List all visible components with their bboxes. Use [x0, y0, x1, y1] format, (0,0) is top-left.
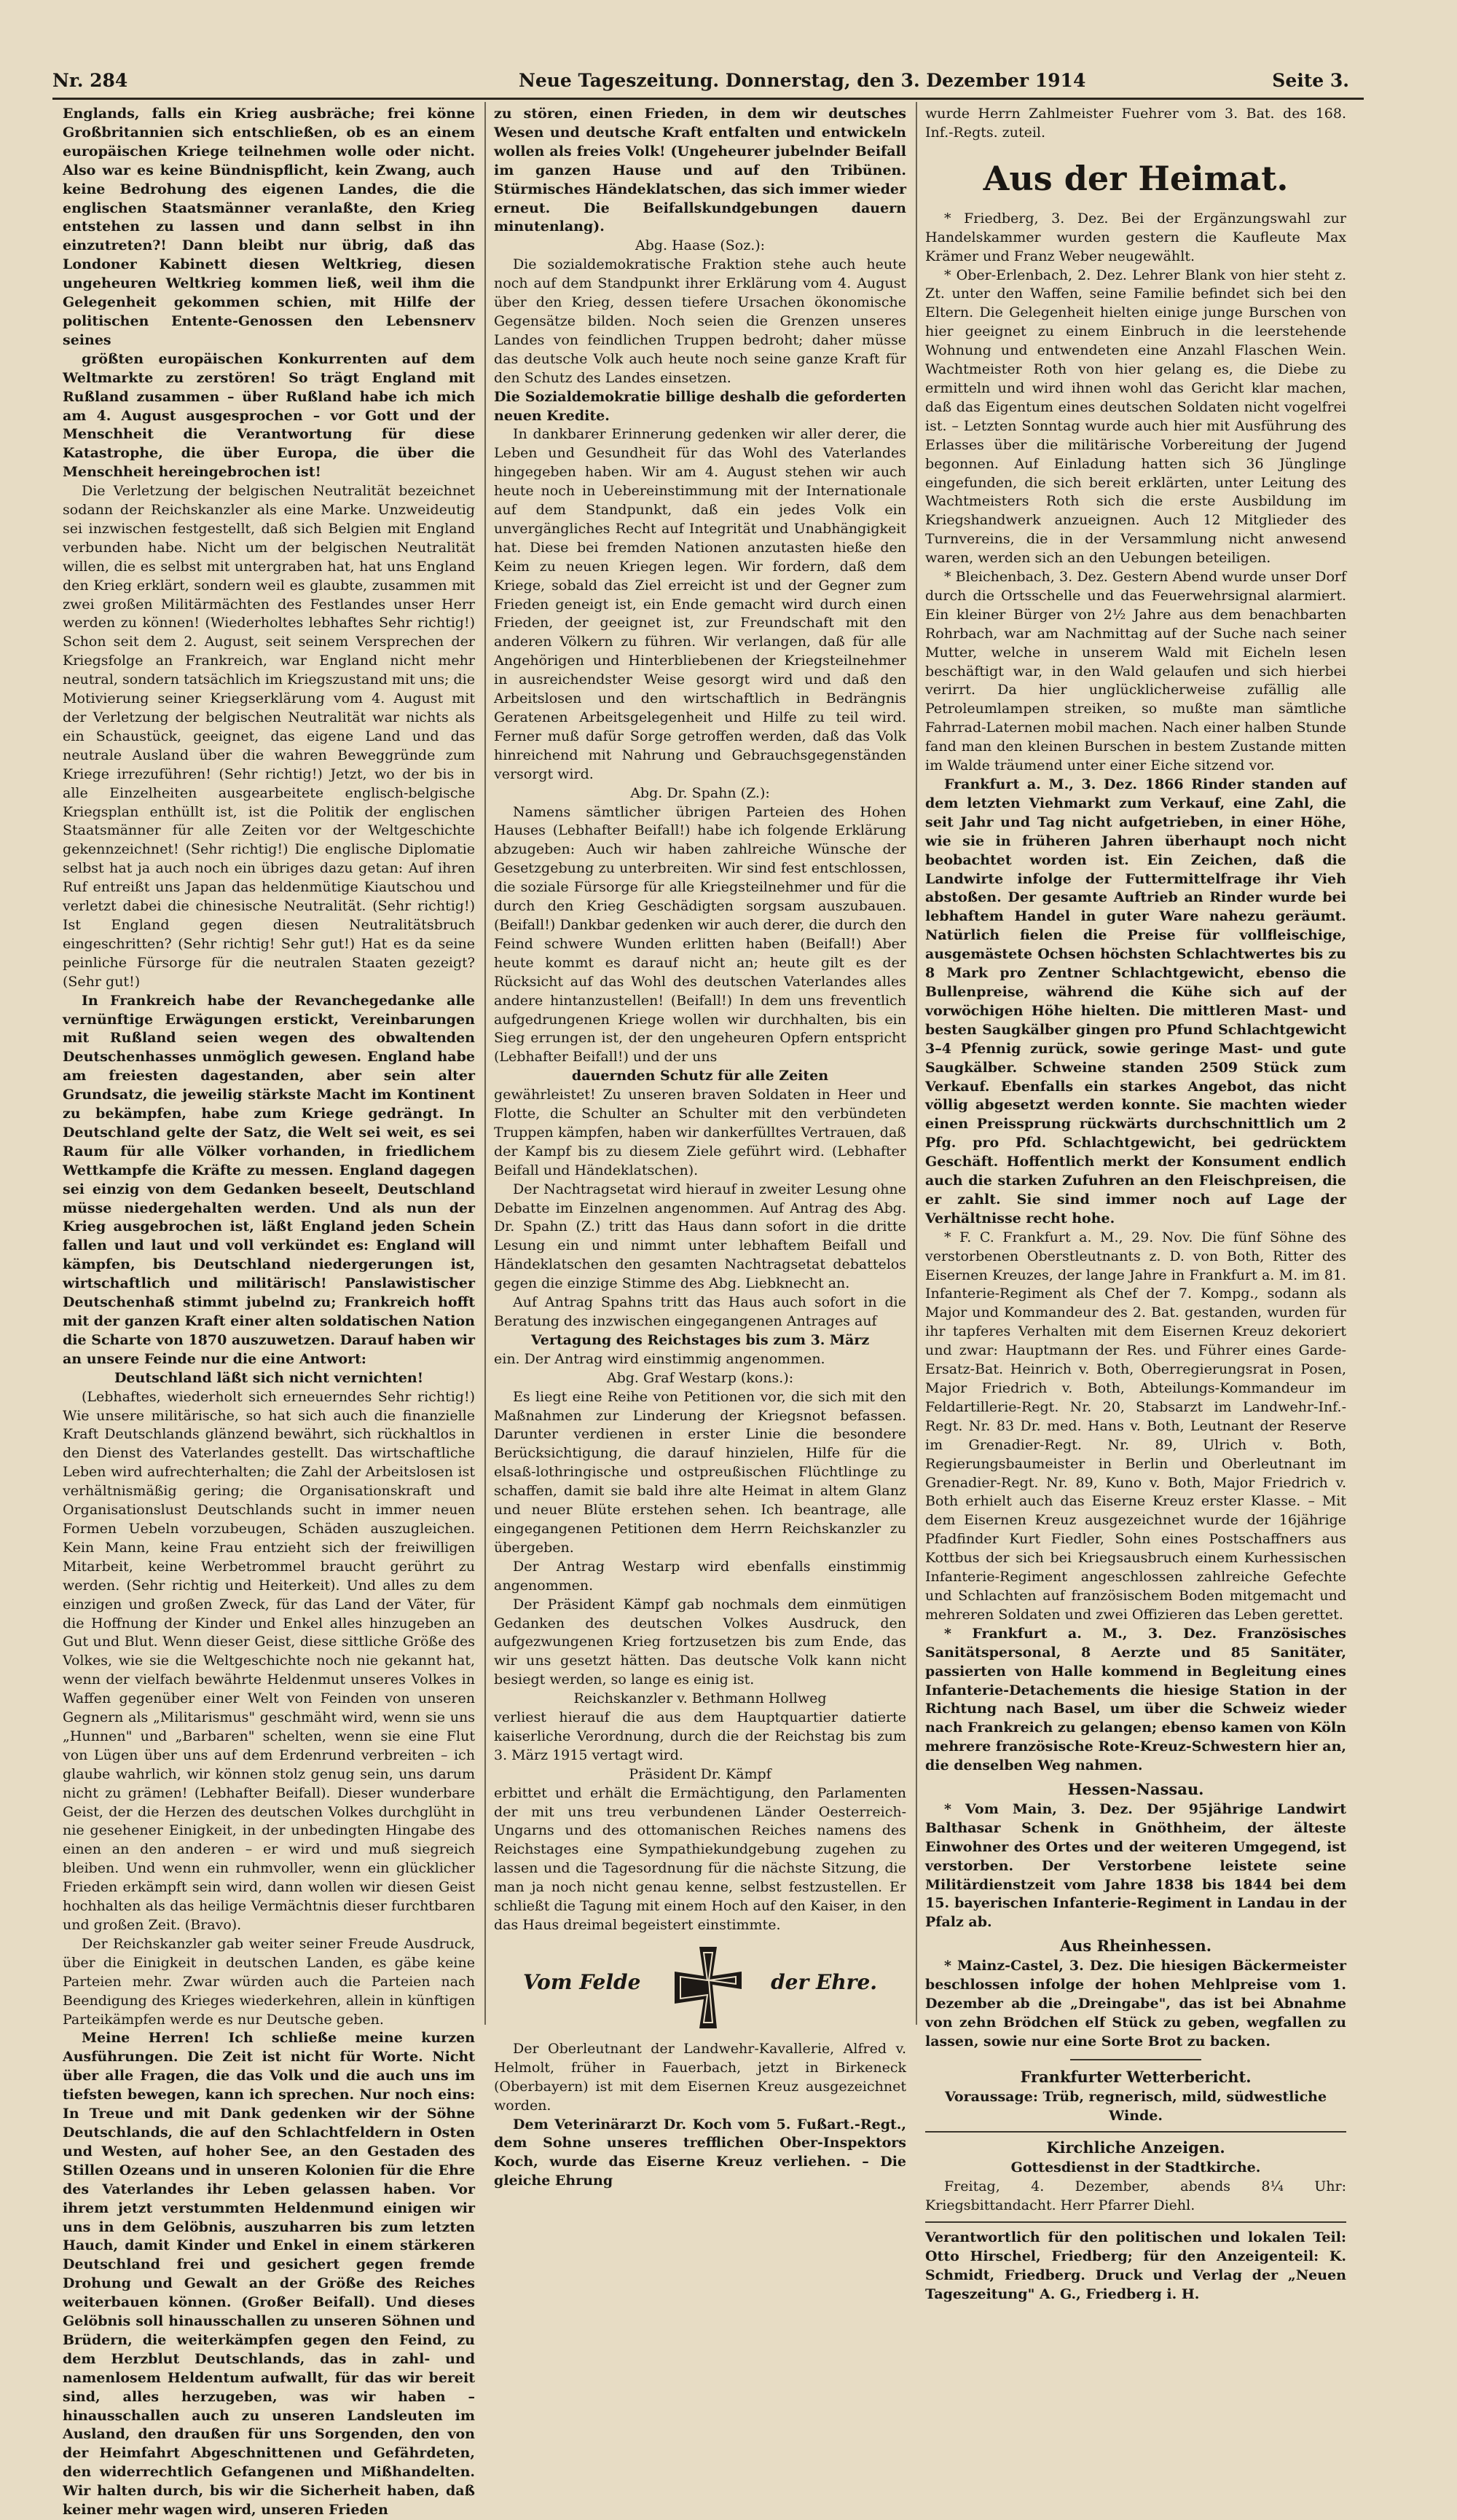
- article-paragraph: Die sozialdemokratische Fraktion stehe auch heute noch auf dem Standpunkt ihrer Erklärung vom 4. August über den Krieg, dessen tiefere Ursachen ökonomische Gegensätze bilden. Noch seien die Grenzen unseres Landes von feindlichen Truppen bedroht; daher müsse das deutsche Volk auch heute noch seine ganze Kraft für den Schutz des Landes einsetzen.: [494, 256, 906, 386]
- article-paragraph: Der Reichskanzler gab weiter seiner Freude Ausdruck, über die Einigkeit in deutschen Landen, es gäbe keine Parteien mehr. Zwar würden auch die Parteien nach Beendigung des Krieges wiederkehren, allein in künftigen Parteikämpfen werde es nur Deutsche geben.: [63, 1935, 475, 2028]
- article-paragraph: Meine Herren! Ich schließe meine kurzen Ausführungen. Die Zeit ist nicht für Worte. Nicht über alle Fragen, die das Volk und die auch uns im tiefsten bewegen, kann ich sprechen. Nur noch eins: In Treue und mit Dank gedenken wir der Söhne Deutschlands, die auf den Schlachtfeldern in Osten und Westen, auf hoher See, an den Gestaden des Stillen Ozeans und in unseren Kolonien für die Ehre des Vaterlandes ihr Leben gelassen haben. Vor ihrem jetzt verstummten Heldenmund einigen wir uns in dem Gelöbnis, auszuharren bis zum letzten Hauch, damit Kinder und Enkel in einem stärkeren Deutschland frei und gesichert gegen fremde Drohung und Gewalt an der Größe des Reiches weiterbauen können. (Großer Beifall). Und dieses Gelöbnis soll hinausschallen zu unseren Söhnen und Brüdern, die weiterkämpfen gegen den Feind, zu dem Herzblut Deutschlands, das in zahl- und namenlosem Heldentum aufwallt, für das wir bereit sind, alles herzugeben, was wir haben – hinausschallen auch zu unseren Landsleuten im Ausland, den draußen für uns Sorgenden, den von der Heimfahrt Abgeschnittenen und Gefährdeten, den widerrechtlich Gefangenen und Mißhandelten. Wir halten durch, bis wir die Sicherheit haben, daß keiner mehr wagen wird, unseren Frieden: [63, 2030, 475, 2519]
- article-paragraph: Dem Veterinärarzt Dr. Koch vom 5. Fußart.-Regt., dem Sohne unseres trefflichen Ober-Inspektors Koch, wurde das Eiserne Kreuz verliehen. – Die gleiche Ehrung: [494, 2116, 906, 2189]
- speaker-name: Abg. Haase (Soz.):: [635, 237, 766, 254]
- column-2: [494, 105, 906, 2189]
- news-item: * Friedberg, 3. Dez. Bei der Ergänzungswahl zur Handelskammer wurden gestern die Kaufleute Max Krämer und Franz Weber neugewählt.: [925, 210, 1346, 264]
- weather-forecast: Voraussage: Trüb, regnerisch, mild, südwestliche Winde.: [944, 2088, 1327, 2124]
- article-paragraph: Namens sämtlicher übrigen Parteien des Hohen Hauses (Lebhafter Beifall!) habe ich folgende Erklärung abzugeben: Auch wir haben zahlreiche Wünsche der Gesetzgebung zu unterbreiten. Wir sind fest entschlossen, die soziale Fürsorge für alle Kriegsteilnehmer und für die durch den Krieg Geschädigten sorgsam auszubauen. (Beifall!) Dankbar gedenken wir auch derer, die durch den Feind schwere Wunden erlitten haben (Beifall!) Aber heute kommt es darauf nicht an; heute gilt es der Rücksicht auf das Wohl des deutschen Vaterlandes alles andere hintanzustellen! (Beifall!) In dem uns freventlich aufgedrungenen Kriege wollen wir durchhalten, bis ein Sieg errungen ist, der den ungeheuren Opfern entspricht (Lebhafter Beifall!) und der uns: [494, 803, 906, 1066]
- speaker-name: Abg. Dr. Spahn (Z.):: [630, 784, 770, 801]
- church-notice: Freitag, 4. Dezember, abends 8¼ Uhr: Kriegsbittandacht. Herr Pfarrer Diehl.: [925, 2178, 1346, 2214]
- article-paragraph: Englands, falls ein Krieg ausbräche; frei könne Großbritannien sich entschließen, ob es an einem europäischen Kriege teilnehmen wolle oder nicht. Also war es keine Bündnispflicht, kein Zwang, auch keine Bedrohung des eigenen Landes, die die englischen Staatsmänner veranlaßte, den Krieg entstehen zu lassen und dann selbst in ihn einzutreten?! Dann bleibt nur übrig, daß das Londoner Kabinett diesen Weltkrieg, diesen ungeheuren Weltkrieg kommen ließ, weil ihm die Gelegenheit gekommen schien, mit Hilfe der politischen Entente-Genossen den Lebensnerv seines: [63, 106, 475, 348]
- section-heading: Aus der Heimat.: [983, 158, 1289, 198]
- honor-heading-left: Vom Felde: [523, 1969, 641, 1994]
- masthead-line: Neue Tageszeitung. Donnerstag, den 3. Dezember 1914: [519, 70, 1086, 91]
- church-subheading: Gottesdienst in der Stadtkirche.: [1010, 2159, 1261, 2176]
- honor-section-header: [494, 1944, 906, 2031]
- news-item: Frankfurt a. M., 3. Dez. 1866 Rinder standen auf dem letzten Viehmarkt zum Verkauf, eine Zahl, die seit Jahr und Tag nicht aufgetrieben, in einer Höhe, wie sie in früheren Jahren überhaupt noch nicht beobachtet worden ist. Ein Zeichen, daß die Landwirte infolge der Futtermittelfrage ihr Vieh abstoßen. Der gesamte Auftrieb an Rinder wurde bei lebhaftem Handel in guter Ware nahezu geräumt. Natürlich fielen die Preise für vollfleischige, ausgemästete Ochsen höchsten Schlachtwertes bis zu 8 Mark pro Zentner Schlachtgewicht, ebenso die Bullenpreise, während die Kühe sich auf der vorwöchigen Höhe hielten. Die mittleren Mast- und besten Saugkälber gingen pro Pfund Schlachtgewicht 3–4 Pfennig zurück, sowie geringe Mast- und gute Saugkälber. Schweine standen 2509 Stück zum Verkauf. Ebenfalls ein starkes Angebot, das nicht völlig abgesetzt werden konnte. Sie machten wieder einen Preissprung rückwärts durchschnittlich um 2 Pfg. pro Pfd. Schlachtgewicht, bei gedrücktem Geschäft. Hoffentlich merkt der Konsument endlich auch die starken Zufuhren an den Fleischpreisen, die er zahlt. Sie sind immer noch auf Lage der Verhältnisse recht hohe.: [925, 776, 1346, 1226]
- article-paragraph: Es liegt eine Reihe von Petitionen vor, die sich mit den Maßnahmen zur Linderung der Kriegsnot befassen. Darunter verdienen in erster Linie die besondere Berücksichtigung, die darauf hinzielen, Hilfe für die elsaß-lothringische und ostpreußischen Flüchtlinge zu schaffen, damit sie bald ihre alte Heimat in altem Glanz und neuer Blüte erstehen sehen. Ich beantrage, alle eingegangenen Petitionen dem Herrn Reichskanzler zu übergeben.: [494, 1388, 906, 1556]
- article-paragraph: Die Verletzung der belgischen Neutralität bezeichnet sodann der Reichskanzler als eine Marke. Unzweideutig sei inzwischen festgestellt, daß sich Belgien mit England verbunden habe. Nicht um der belgischen Neutralität willen, die es selbst mit untergraben hat, hat uns England den Krieg erklärt, sondern weil es glaubte, zusammen mit zwei großen Militärmächten des Festlandes unser Herr werden zu können! (Wiederholtes lebhaftes Sehr richtig!) Schon seit dem 2. August, seit seinem Versprechen der Kriegsfolge an Frankreich, war England nicht mehr neutral, sondern tatsächlich im Kriegszustand mit uns; die Motivierung seiner Kriegserklärung vom 4. August mit der Verletzung der belgischen Neutralität war nichts als ein Schaustück, geeignet, das eigene Land und das neutrale Ausland über die wahren Beweggründe zum Kriege irrezuführen! (Sehr richtig!) Jetzt, wo der bis in alle Einzelheiten ausgearbeitete englisch-belgische Kriegsplan enthüllt ist, ist die Politik der englischen Staatsmänner für alle Zeiten vor der Weltgeschichte gekennzeichnet! (Sehr richtig!) Die englische Diplomatie selbst hat ja auch noch ein übriges dazu getan: Auf ihren Ruf entreißt uns Japan das heldenmütige Kiautschou und verletzt dabei die chinesische Neutralität. (Sehr richtig!) Ist England gegen diesen Neutralitätsbruch eingeschritten? (Sehr richtig! Sehr gut!) Hat es da seine peinliche Fürsorge für die neutralen Staaten gezeigt? (Sehr gut!): [63, 483, 475, 990]
- column-divider: [916, 102, 917, 2025]
- issue-number: Nr. 284: [52, 70, 128, 91]
- article-paragraph: Der Präsident Kämpf gab nochmals dem einmütigen Gedanken des deutschen Volkes Ausdruck, den aufgezwungenen Krieg fortzusetzen bis zum Ende, das wir uns gesetzt hätten. Das deutsche Volk kann nicht besiegt werden, so lange es einig ist.: [494, 1596, 906, 1688]
- article-paragraph: ein. Der Antrag wird einstimmig angenommen.: [494, 1350, 825, 1367]
- article-paragraph: wurde Herrn Zahlmeister Fuehrer vom 3. Bat. des 168. Inf.-Regts. zuteil.: [925, 106, 1346, 141]
- column-3: [925, 105, 1346, 2302]
- header-rule: [52, 98, 1364, 100]
- article-paragraph: Die Sozialdemokratie billige deshalb die geforderten neuen Kredite.: [494, 388, 906, 424]
- news-item: * Mainz-Castel, 3. Dez. Die hiesigen Bäckermeister beschlossen infolge der hohen Mehlpreise vom 1. Dezember ab die „Dreingabe", das ist bei Abnahme von zehn Brödchen elf Stück zu geben, wegfallen zu lassen, sowie nur eine Sorte Brot zu backen.: [925, 1958, 1346, 2050]
- page-header: [52, 70, 1349, 95]
- article-paragraph: Der Antrag Westarp wird ebenfalls einstimmig angenommen.: [494, 1558, 906, 1594]
- honor-heading-right: der Ehre.: [771, 1969, 877, 1994]
- article-paragraph: (Lebhaftes, wiederholt sich erneuerndes Sehr richtig!) Wie unsere militärische, so hat sich auch die finanzielle Kraft Deutschlands glänzend bewährt, sich rückhaltlos in den Dienst des Vaterlandes gestellt. Das wirtschaftliche Leben wird aufrechterhalten; die Zahl der Arbeitslosen ist verhältnismäßig gering; die Organisationskraft und Organisationslust Deutschlands sucht in immer neuen Formen Uebeln vorzubeugen, Schäden auszugleichen. Kein Mann, keine Frau entzieht sich der freiwilligen Mitarbeit, keine Werbetrommel braucht gerührt zu werden. (Sehr richtig und Heiterkeit). Und alles zu dem einzigen und großen Zweck, für das Land der Väter, für die Hoffnung der Kinder und Enkel alles hinzugeben an Gut und Blut. Wenn dieser Geist, diese sittliche Größe des Volkes, wie sie die Weltgeschichte noch nie gekannt hat, wenn der vielfach bewährte Heldenmut unseres Volkes in Waffen gegenüber einer Welt von Feinden von unseren Gegnern als „Militarismus" geschmäht wird, wenn sie uns „Hunnen" und „Barbaren" schelten, wenn sie eine Flut von Lügen über uns auf dem Erdenrund verbreiten – ich glaube wahrlich, wir können stolz genug sein, uns darum nicht zu grämen! (Lebhafter Beifall). Dieser wunderbare Geist, der die Herzen des deutschen Volkes durchglüht in nie gesehener Einigkeit, in der unbedingten Hingabe des einen an den anderen – er wird und muß siegreich bleiben. Und wenn ein ruhmvoller, wenn ein glücklicher Frieden erkämpft sein wird, dann wollen wir diesen Geist hochhalten als das heilige Vermächtnis dieser furchtbaren und großen Zeit. (Bravo).: [63, 1388, 475, 1933]
- article-paragraph: Der Oberleutnant der Landwehr-Kavallerie, Alfred v. Helmolt, früher in Fauerbach, jetzt in Birkeneck (Oberbayern) ist mit dem Eisernen Kreuz ausgezeichnet worden.: [494, 2040, 906, 2114]
- speaker-name: Präsident Dr. Kämpf: [629, 1765, 771, 1782]
- region-heading: Aus Rheinhessen.: [1059, 1937, 1212, 1956]
- news-item: * Frankfurt a. M., 3. Dez. Französisches Sanitätspersonal, 8 Aerzte und 85 Sanitäter, passierten von Halle kommend in Begleitung eines Infanterie-Detachements die hiesige Station in der Richtung nach Basel, um über die Schweiz wieder nach Frankreich zu gelangen; ebenso kamen von Köln mehrere französische Rote-Kreuz-Schwestern hier an, die denselben Weg nahmen.: [925, 1625, 1346, 1774]
- speaker-name: Reichskanzler v. Bethmann Hollweg: [573, 1690, 827, 1707]
- article-paragraph: In Frankreich habe der Revanchegedanke alle vernünftige Erwägungen erstickt, Vereinbarungen mit Rußland seien wegen des obwaltenden Deutschenhasses unmöglich gewesen. England habe am freiesten dagestanden, aber sein alter Grundsatz, die jeweilig stärkste Macht im Kontinent zu bekämpfen, habe zum Kriege gedrängt. In Deutschland gelte der Satz, die Welt sei weit, es sei Raum für alle Völker vorhanden, in friedlichem Wettkampfe die Kräfte zu messen. England dagegen sei einzig von dem Gedanken beseelt, Deutschland müsse niedergehalten werden. Und als nun der Krieg ausgebrochen ist, läßt England jeden Schein fallen und laut und voll verkündet es: England will kämpfen, bis Deutschland niedergerungen ist, wirtschaftlich und militärisch! Panslawistischer Deutschenhaß stimmt jubelnd zu; Frankreich hofft mit der ganzen Kraft einer alten soldatischen Nation die Scharte von 1870 auszuwetzen. Darauf haben wir an unsere Feinde nur die eine Antwort:: [63, 992, 475, 1367]
- divider: [925, 2221, 1346, 2223]
- column-divider: [484, 102, 486, 2025]
- divider: [925, 2131, 1346, 2133]
- divider: [1070, 2059, 1201, 2060]
- news-item: * F. C. Frankfurt a. M., 29. Nov. Die fünf Söhne des verstorbenen Oberstleutnants z. D. von Both, Ritter des Eisernen Kreuzes, der lange Jahre in Frankfurt a. M. im 81. Infanterie-Regiment als Chef der 7. Kompg., sodann als Major und Kommandeur des 2. Bat. gestanden, wurden für ihr tapferes Verhalten mit dem Eisernen Kreuz dekoriert und zwar: Hauptmann der Res. und Führer eines Garde-Ersatz-Bat. Heinrich v. Both, Oberregierungsrat in Posen, Major Friedrich v. Both, Abteilungs-Kommandeur im Feldartillerie-Regt. Nr. 20, Stabsarzt im Landwehr-Inf.-Regt. Nr. 83 Dr. med. Hans v. Both, Leutnant der Reserve im Grenadier-Regt. Nr. 89, Ulrich v. Both, Regierungsbaumeister in Berlin und Oberleutnant im Grenadier-Regt. Nr. 89, Kuno v. Both, Major Friedrich v. Both erhielt auch das Eiserne Kreuz erster Klasse. – Mit dem Eisernen Kreuz ausgezeichnet wurde der 16jährige Pfadfinder Kurt Fiedler, Sohn eines Postschaffners aus Kottbus der sich bei Kriegsausbruch einem Kurhessischen Infanterie-Regiment angeschlossen zahlreiche Gefechte und Schlachten auf französischem Boden mitgemacht und mehreren Soldaten und zwei Offizieren das Leben gerettet.: [925, 1229, 1346, 1623]
- speaker-name: Abg. Graf Westarp (kons.):: [606, 1369, 794, 1386]
- column-1: [63, 105, 475, 2519]
- news-item: * Vom Main, 3. Dez. Der 95jährige Landwirt Balthasar Schenk in Gnöthheim, der älteste Einwohner des Ortes und der weiteren Umgegend, ist verstorben. Der Verstorbene leistete seine Militärdienstzeit vom Jahre 1838 bis 1844 bei dem 15. bayerischen Infanterie-Regiment in Landau in der Pfalz ab.: [925, 1800, 1346, 1931]
- imprint: Verantwortlich für den politischen und lokalen Teil: Otto Hirschel, Friedberg; für den Anzeigenteil: K. Schmidt, Friedberg. Druck und Verlag der „Neuen Tageszeitung" A. G., Friedberg i. H.: [925, 2229, 1346, 2302]
- weather-heading: Frankfurter Wetterbericht.: [1020, 2067, 1252, 2086]
- article-paragraph: verliest hierauf die aus dem Hauptquartier datierte kaiserliche Verordnung, durch die der Reichstag bis zum 3. März 1915 vertagt wird.: [494, 1709, 906, 1763]
- church-heading: Kirchliche Anzeigen.: [1046, 2138, 1225, 2157]
- article-subheading: Vertagung des Reichstages bis zum 3. März: [530, 1331, 870, 1348]
- news-item: * Bleichenbach, 3. Dez. Gestern Abend wurde unser Dorf durch die Ortsschelle und das Feuerwehrsignal alarmiert. Ein kleiner Bürger von 2½ Jahre aus dem benachbarten Rohrbach, war am Nachmittag auf der Suche nach seiner Mutter, welche in unserem Wald mit Eicheln lesen beschäftigt war, in den Wald gelaufen und sich hierbei verirrt. Da hier unglücklicherweise zufällig alle Petroleumlampen streiken, so mußte man sämtliche Fahrrad-Laternen mobil machen. Nach einer halben Stunde fand man den kleinen Burschen in bestem Zustande mitten im Walde träumend unter einer Eiche sitzend vor.: [925, 569, 1346, 774]
- article-paragraph: Der Nachtragsetat wird hierauf in zweiter Lesung ohne Debatte im Einzelnen angenommen. Auf Antrag des Abg. Dr. Spahn (Z.) tritt das Haus dann sofort in die dritte Lesung ein und nimmt unter lebhaftem Beifall und Händeklatschen den gesamten Nachtragsetat debattelos gegen die einzige Stimme des Abg. Liebknecht an.: [494, 1181, 906, 1292]
- article-paragraph: erbittet und erhält die Ermächtigung, den Parlamenten der mit uns treu verbundenen Länder Oesterreich-Ungarns und des ottomanischen Reiches namens des Reichstages eine Sympathiekundgebung zugehen zu lassen und die Tagesordnung für die nächste Sitzung, die man ja noch nicht genau kenne, selbst festzustellen. Er schließt die Tagung mit einem Hoch auf den Kaiser, in den das Haus dreimal begeistert einstimmte.: [494, 1784, 906, 1933]
- news-item: * Ober-Erlenbach, 2. Dez. Lehrer Blank von hier steht z. Zt. unter den Waffen, seine Familie befindet sich bei den Eltern. Die Gelegenheit hielten einige junge Burschen von hier geeignet zu einem Einbruch in die leerstehende Wohnung und entwendeten eine Anzahl Flaschen Wein. Wachtmeister Roth von hier gelang es, die Diebe zu ermitteln und wird ihnen wohl das Gericht klar machen, daß das Eigentum eines deutschen Soldaten nicht vogelfrei ist. – Letzten Sonntag wurde auch hier mit Ausführung des Erlasses über die militärische Vorbereitung der Jugend begonnen. Auf Einladung hatten sich 36 Jünglinge eingefunden, die sich bereit erklärten, unter Leitung des Wachtmeisters Roth sich die erste Ausbildung im Kriegshandwerk anzueignen. Auch 12 Mitglieder des Turnvereins, die in der Versammlung nicht anwesend waren, werden sich an den Uebungen beteiligen.: [925, 267, 1346, 567]
- article-paragraph: zu stören, einen Frieden, in dem wir deutsches Wesen und deutsche Kraft entfalten und entwickeln wollen als freies Volk! (Ungeheurer jubelnder Beifall im ganzen Hause und auf den Tribünen. Stürmisches Händeklatschen, das sich immer wieder erneut. Die Beifallskundgebungen dauern minutenlang).: [494, 106, 906, 235]
- article-paragraph: Auf Antrag Spahns tritt das Haus auch sofort in die Beratung des inzwischen eingegangenen Antrages auf: [494, 1294, 906, 1329]
- article-subheading: dauernden Schutz für alle Zeiten: [571, 1068, 829, 1084]
- page-number: Seite 3.: [1272, 70, 1349, 91]
- article-paragraph: gewährleistet! Zu unseren braven Soldaten in Heer und Flotte, die Schulter an Schulter mit den verbündeten Truppen kämpfen, haben wir dankerfülltes Vertrauen, daß der Kampf bis zu diesem Ziele geführt wird. (Lebhafter Beifall und Händeklatschen).: [494, 1087, 906, 1178]
- article-paragraph: In dankbarer Erinnerung gedenken wir aller derer, die Leben und Gesundheit für das Wohl des Vaterlandes hingegeben haben. Wir am 4. August stehen wir auch heute noch in Uebereinstimmung mit der Internationale auf dem Standpunkt, daß ein jedes Volk ein unvergängliches Recht auf Integrität und Unabhängigkeit hat. Diese bei fremden Nationen anzutasten hieße den Keim zu neuen Kriegen legen. Wir fordern, daß dem Kriege, sobald das Ziel erreicht ist und der Gegner zum Frieden geneigt ist, ein Ende gemacht wird durch einen Frieden, der geeignet ist, zur Freundschaft mit den anderen Völkern zu führen. Wir verlangen, daß für alle Angehörigen und Hinterbliebenen der Kriegsteilnehmer in ausreichendster Weise gesorgt wird und daß den Arbeitslosen und den wirtschaftlich in Bedrängnis Geratenen Arbeitsgelegenheit und Hilfe zu teil wird. Ferner muß dafür Sorge getroffen werden, daß das Volk hinreichend mit Nahrung und Gebrauchsgegenständen versorgt wird.: [494, 426, 906, 782]
- region-heading: Hessen-Nassau.: [1067, 1780, 1204, 1799]
- article-paragraph: größten europäischen Konkurrenten auf dem Weltmarkte zu zerstören! So trägt England mit Rußland zusammen – über Rußland habe ich mich am 4. August ausgesprochen – vor Gott und der Menschheit die Verantwortung für diese Katastrophe, die über Europa, die über die Menschheit hereingebrochen ist!: [63, 350, 475, 481]
- article-subheading: Deutschland läßt sich nicht vernichten!: [114, 1369, 424, 1386]
- iron-cross-icon: [664, 1944, 752, 2031]
